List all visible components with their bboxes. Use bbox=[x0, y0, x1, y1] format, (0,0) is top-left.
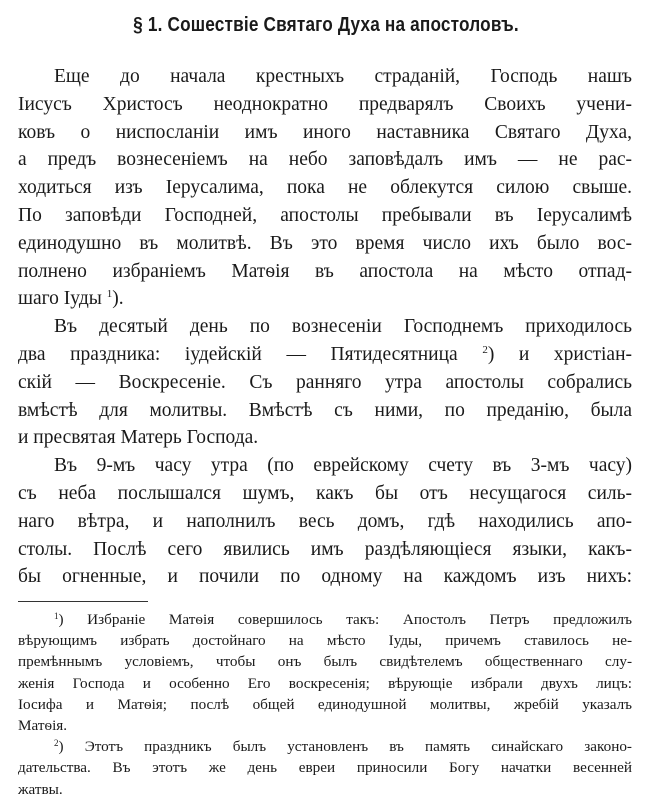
section-title: § 1. Сошествіе Святаго Духа на апостоловъ. bbox=[133, 14, 519, 36]
footnote-2 bbox=[18, 736, 632, 800]
body-line: наго вѣтра, и наполнилъ весь домъ, гдѣ находились апо- bbox=[18, 510, 632, 532]
footnote-marker: 1 bbox=[54, 611, 59, 621]
footnote-line: жатвы. bbox=[18, 780, 63, 798]
body-line: ходиться изъ Іерусалима, пока не облекутся силою свыше. bbox=[18, 177, 632, 199]
footnote-ref-1[interactable]: 1 bbox=[106, 288, 113, 301]
body-line: Въ десятый день по вознесеніи Господнемъ приходилось bbox=[54, 316, 632, 338]
footnote-ref-2[interactable]: 2 bbox=[482, 343, 488, 356]
body-line: а предъ вознесеніемъ на небо заповѣдалъ имъ — не рас- bbox=[18, 149, 632, 171]
footnote-line: вѣрующимъ избрать достойнаго на мѣсто Іуды, причемъ ставилось не- bbox=[18, 632, 632, 650]
body-line: единодушно въ молитвѣ. Въ это время число ихъ было вос- bbox=[18, 232, 632, 254]
footnote-line: Іосифа и Матѳія; послѣ общей единодушной молитвы, жребій указалъ bbox=[18, 695, 632, 713]
footnote-line: Матѳія. bbox=[18, 716, 68, 734]
body-line: вмѣстѣ для молитвы. Вмѣстѣ съ ними, по преданію, была bbox=[18, 399, 632, 421]
body-line: шаго Іуды $^1$). bbox=[18, 288, 124, 310]
body-line: столы. Послѣ сего явились имъ раздѣляющіеся языки, какъ- bbox=[18, 538, 632, 560]
body-line: полнено избраніемъ Матѳія въ апостола на мѣсто отпад- bbox=[18, 260, 632, 282]
footnotes bbox=[18, 609, 632, 800]
footnote-marker: 2 bbox=[54, 738, 59, 749]
body-line: Въ 9-мъ часу утра (по еврейскому счету въ 3-мъ часу) bbox=[54, 455, 632, 477]
body-line: два праздника: іудейскій — Пятидесятница $^2$) и христіан- bbox=[18, 343, 633, 365]
body-line: скій — Воскресеніе. Съ ранняго утра апостолы собрались bbox=[18, 371, 632, 393]
footnote-line: женія Господа и особенно Его воскресенія; вѣрующіе избрали двухъ лицъ: bbox=[18, 674, 632, 692]
body-line: По заповѣди Господней, апостолы пребывали въ Іерусалимѣ bbox=[18, 204, 632, 226]
body-line: ковъ о ниспосланіи имъ иного наставника Святаго Духа, bbox=[18, 121, 632, 143]
footnote-line: премѣннымъ условіемъ, чтобы онъ былъ свидѣтелемъ общественнаго слу- bbox=[18, 653, 632, 671]
body-text bbox=[18, 63, 632, 591]
footnote-line: $^1$) Избраніе Матѳія совершилось такъ: Апостолъ Петръ предложилъ bbox=[54, 611, 632, 628]
body-line: и пресвятая Матерь Господа. bbox=[18, 427, 259, 449]
footnote-line: $^2$) Этотъ праздникъ былъ установленъ въ память синайскаго законо- bbox=[54, 738, 632, 756]
footnote-divider-gap bbox=[148, 601, 170, 602]
footnote-line: дательства. Въ этотъ же день евреи приносили Богу начатки весенней bbox=[18, 759, 632, 777]
footnote-1 bbox=[18, 609, 632, 736]
body-line: Еще до начала крестныхъ страданій, Господь нашъ bbox=[54, 66, 632, 87]
body-line: Іисусъ Христосъ неоднократно предварялъ Своихъ учени- bbox=[18, 93, 632, 115]
body-line: бы огненные, и почили по одному на каждомъ изъ нихъ: bbox=[18, 566, 632, 588]
body-line: съ неба послышался шумъ, какъ бы отъ несущагося силь- bbox=[18, 482, 632, 504]
